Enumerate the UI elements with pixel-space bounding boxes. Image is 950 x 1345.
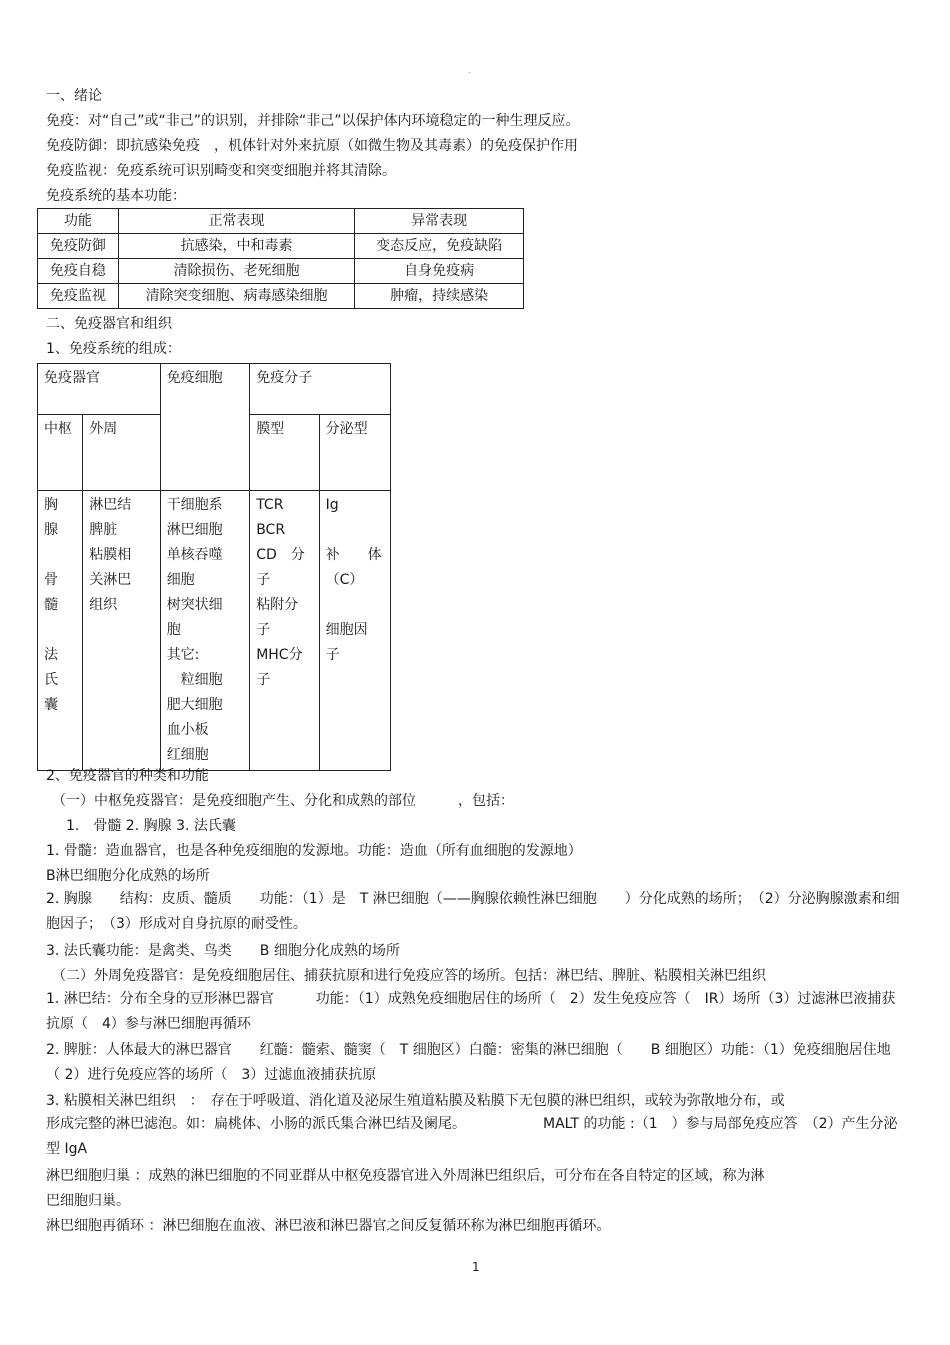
table-cell — [38, 491, 83, 771]
text-central-organs: （一）中枢免疫器官：是免疫细胞产生、分化和成熟的部位 ，包括： — [52, 793, 514, 809]
central-organs-list — [44, 493, 76, 718]
text-central-organs-list: 1. 骨髓 2. 胸腺 3. 法氏囊 — [52, 818, 236, 834]
secreted-molecule-item — [326, 593, 384, 618]
immune-cell-item: 粒细胞 — [166, 672, 223, 688]
basic-functions-table — [37, 208, 524, 309]
secreted-molecule-item: 补 体 — [325, 547, 382, 563]
page-marker: - — [468, 68, 471, 77]
secreted-molecule-item: （C） — [325, 572, 364, 588]
text-immune-defense: 免疫防御：即抗感染免疫 ，机体针对外来抗原（如微生物及其毒素）的免疫保护作用 — [46, 138, 578, 154]
central-label: 中枢 — [44, 421, 72, 437]
immune-cell-item: 肥大细胞 — [166, 697, 223, 713]
secreted-molecule-item: 子 — [325, 647, 340, 663]
text-malt: 3. 粘膜相关淋巴组织 ： 存在于呼吸道、消化道及泌尿生殖道粘膜及粘膜下无包膜的淋巴组织，或较为弥散地分布，或 — [46, 1093, 785, 1109]
table-row — [38, 234, 524, 259]
central-organ-item: 腺 — [44, 522, 58, 538]
table-header-cell: 外周 — [83, 415, 160, 491]
table-header-row — [38, 364, 391, 415]
table-header-cell — [38, 415, 83, 491]
membrane-molecule-item: MHC分 — [256, 647, 303, 663]
immune-cell-item: 干细胞系 — [166, 497, 223, 513]
table-header-cell: 免疫细胞 — [160, 364, 250, 491]
table-cell: 肿瘤，持续感染 — [355, 284, 524, 309]
text-lymph-node: 1. 淋巴结：分布全身的豆形淋巴器官 功能：（1）成熟免疫细胞居住的场所（ 2）发生免疫应答（ IR）场所（3）过滤淋巴液捕获抗原（ 4）参与淋巴细胞再循环 — [46, 991, 896, 1032]
membrane-molecule-item: BCR — [256, 522, 286, 538]
membrane-molecule-item: TCR — [256, 497, 284, 513]
central-organ-item — [44, 618, 76, 643]
page-number: 1 — [472, 1260, 480, 1274]
table-cell — [250, 491, 319, 771]
central-organ-item: 骨 — [44, 572, 58, 588]
table-cell: 免疫防御 — [38, 234, 119, 259]
peripheral-organ-item: 脾脏 — [89, 522, 118, 538]
immune-cell-item: 单核吞噬 — [166, 547, 223, 563]
secreted-molecules-list — [326, 493, 384, 668]
table-header-row — [38, 209, 524, 234]
text-malt-function: 形成完整的淋巴滤泡。如：扁桃体、小肠的派氏集合淋巴结及阑尾。 MALT 的功能 :（1 ）参与局部免疫应答 （2）产生分泌型 IgA — [46, 1116, 898, 1157]
immune-cell-item: 树突状细 — [166, 597, 223, 613]
peripheral-organ-item: 组织 — [89, 597, 118, 613]
table-header-cell: 异常表现 — [355, 209, 524, 234]
table-cell — [160, 491, 250, 771]
heading-immune-organs: 二、免疫器官和组织 — [46, 316, 172, 332]
table-header-cell: 膜型 — [250, 415, 319, 491]
table-cell: 清除损伤、老死细胞 — [118, 259, 354, 284]
immune-cell-item: 其它: — [166, 647, 200, 663]
membrane-molecule-item: 粘附分 — [256, 597, 299, 613]
text-thymus: 2. 胸腺 结构：皮质、髓质 功能：（1）是 T 淋巴细胞（——胸腺依赖性淋巴细胞 ）分化成熟的场所； （2）分泌胸腺激素和细胞因子； （3）形成对自身抗原的耐受性。 — [46, 891, 900, 932]
table-cell: 清除突变细胞、病毒感染细胞 — [118, 284, 354, 309]
heading-immune-system-composition: 1、免疫系统的组成： — [46, 341, 181, 357]
heading-organ-types: 2、免疫器官的种类和功能 — [46, 768, 209, 784]
central-organ-item: 囊 — [44, 697, 58, 713]
membrane-molecules-list — [256, 493, 312, 693]
peripheral-organs-list — [89, 493, 153, 618]
text-immunity-definition: 免疫：对“自己”或“非己”的识别，并排除“非己”以保护体内环境稳定的一种生理反应。 — [46, 113, 580, 129]
immune-cell-item: 淋巴细胞 — [166, 522, 223, 538]
membrane-molecule-item: 子 — [256, 622, 271, 638]
table-header-cell: 分泌型 — [319, 415, 390, 491]
immune-cell-item: 血小板 — [166, 722, 209, 738]
central-organ-item: 法 — [44, 647, 58, 663]
text-homing-end: 巴细胞归巢。 — [46, 1193, 130, 1209]
table-header-cell: 正常表现 — [118, 209, 354, 234]
central-organ-item: 胸 — [44, 497, 58, 513]
text-bone-marrow: 1. 骨髓：造血器官，也是各种免疫细胞的发源地。功能：造血（所有血细胞的发源地） — [46, 843, 582, 859]
text-bone-marrow-b: B淋巴细胞分化成熟的场所 — [46, 868, 210, 884]
membrane-molecule-item: CD 分 — [256, 547, 305, 563]
immune-cell-item: 胞 — [166, 622, 181, 638]
table-row — [38, 491, 391, 771]
immune-system-table — [37, 363, 391, 771]
table-header-cell: 免疫器官 — [38, 364, 161, 415]
heading-introduction: 一、绪论 — [46, 88, 102, 104]
immune-cell-item: 红细胞 — [166, 747, 209, 763]
central-organ-item — [44, 543, 76, 568]
membrane-molecule-item: 子 — [256, 672, 271, 688]
text-peripheral-organs: （二）外周免疫器官：是免疫细胞居住、捕获抗原和进行免疫应答的场所。包括：淋巴结、脾脏、粘膜相关淋巴组织 — [52, 968, 766, 984]
secreted-molecule-item: Ig — [325, 497, 339, 513]
table-cell: 抗感染，中和毒素 — [118, 234, 354, 259]
table-cell: 免疫监视 — [38, 284, 119, 309]
text-spleen: 2. 脾脏：人体最大的淋巴器官 红髓：髓索、髓窦（ T 细胞区）白髓：密集的淋巴细胞（ B 细胞区）功能：（1）免疫细胞居住地（ 2）进行免疫应答的场所（ 3）过滤血液捕获抗原 — [46, 1042, 891, 1083]
text-basic-functions-label: 免疫系统的基本功能： — [46, 188, 186, 204]
peripheral-organ-item: 淋巴结 — [89, 497, 132, 513]
central-organ-item: 氏 — [44, 672, 58, 688]
peripheral-organ-item: 粘膜相 — [89, 547, 132, 563]
text-bursa: 3. 法氏囊功能：是禽类、鸟类 B 细胞分化成熟的场所 — [46, 943, 400, 959]
immune-cells-list — [167, 493, 244, 768]
secreted-molecule-item — [326, 518, 384, 543]
table-row — [38, 284, 524, 309]
text-immune-surveillance: 免疫监视：免疫系统可识别畸变和突变细胞并将其清除。 — [46, 163, 396, 179]
table-cell: 免疫自稳 — [38, 259, 119, 284]
table-header-cell: 功能 — [38, 209, 119, 234]
table-header-cell: 免疫分子 — [250, 364, 391, 415]
text-homing: 淋巴细胞归巢 ：成熟的淋巴细胞的不同亚群从中枢免疫器官进入外周淋巴组织后，可分布在各自特定的区域，称为淋 — [46, 1168, 765, 1184]
peripheral-organ-item: 关淋巴 — [89, 572, 132, 588]
table-cell — [83, 491, 160, 771]
text-recirculation: 淋巴细胞再循环 ：淋巴细胞在血液、淋巴液和淋巴器官之间反复循环称为淋巴细胞再循环。 — [46, 1218, 611, 1234]
secreted-molecule-item: 细胞因 — [325, 622, 368, 638]
table-cell: 变态反应，免疫缺陷 — [355, 234, 524, 259]
central-organ-item: 髓 — [44, 597, 58, 613]
table-row — [38, 259, 524, 284]
immune-cell-item: 细胞 — [166, 572, 195, 588]
membrane-molecule-item: 子 — [256, 572, 271, 588]
table-cell — [319, 491, 390, 771]
table-cell: 自身免疫病 — [355, 259, 524, 284]
